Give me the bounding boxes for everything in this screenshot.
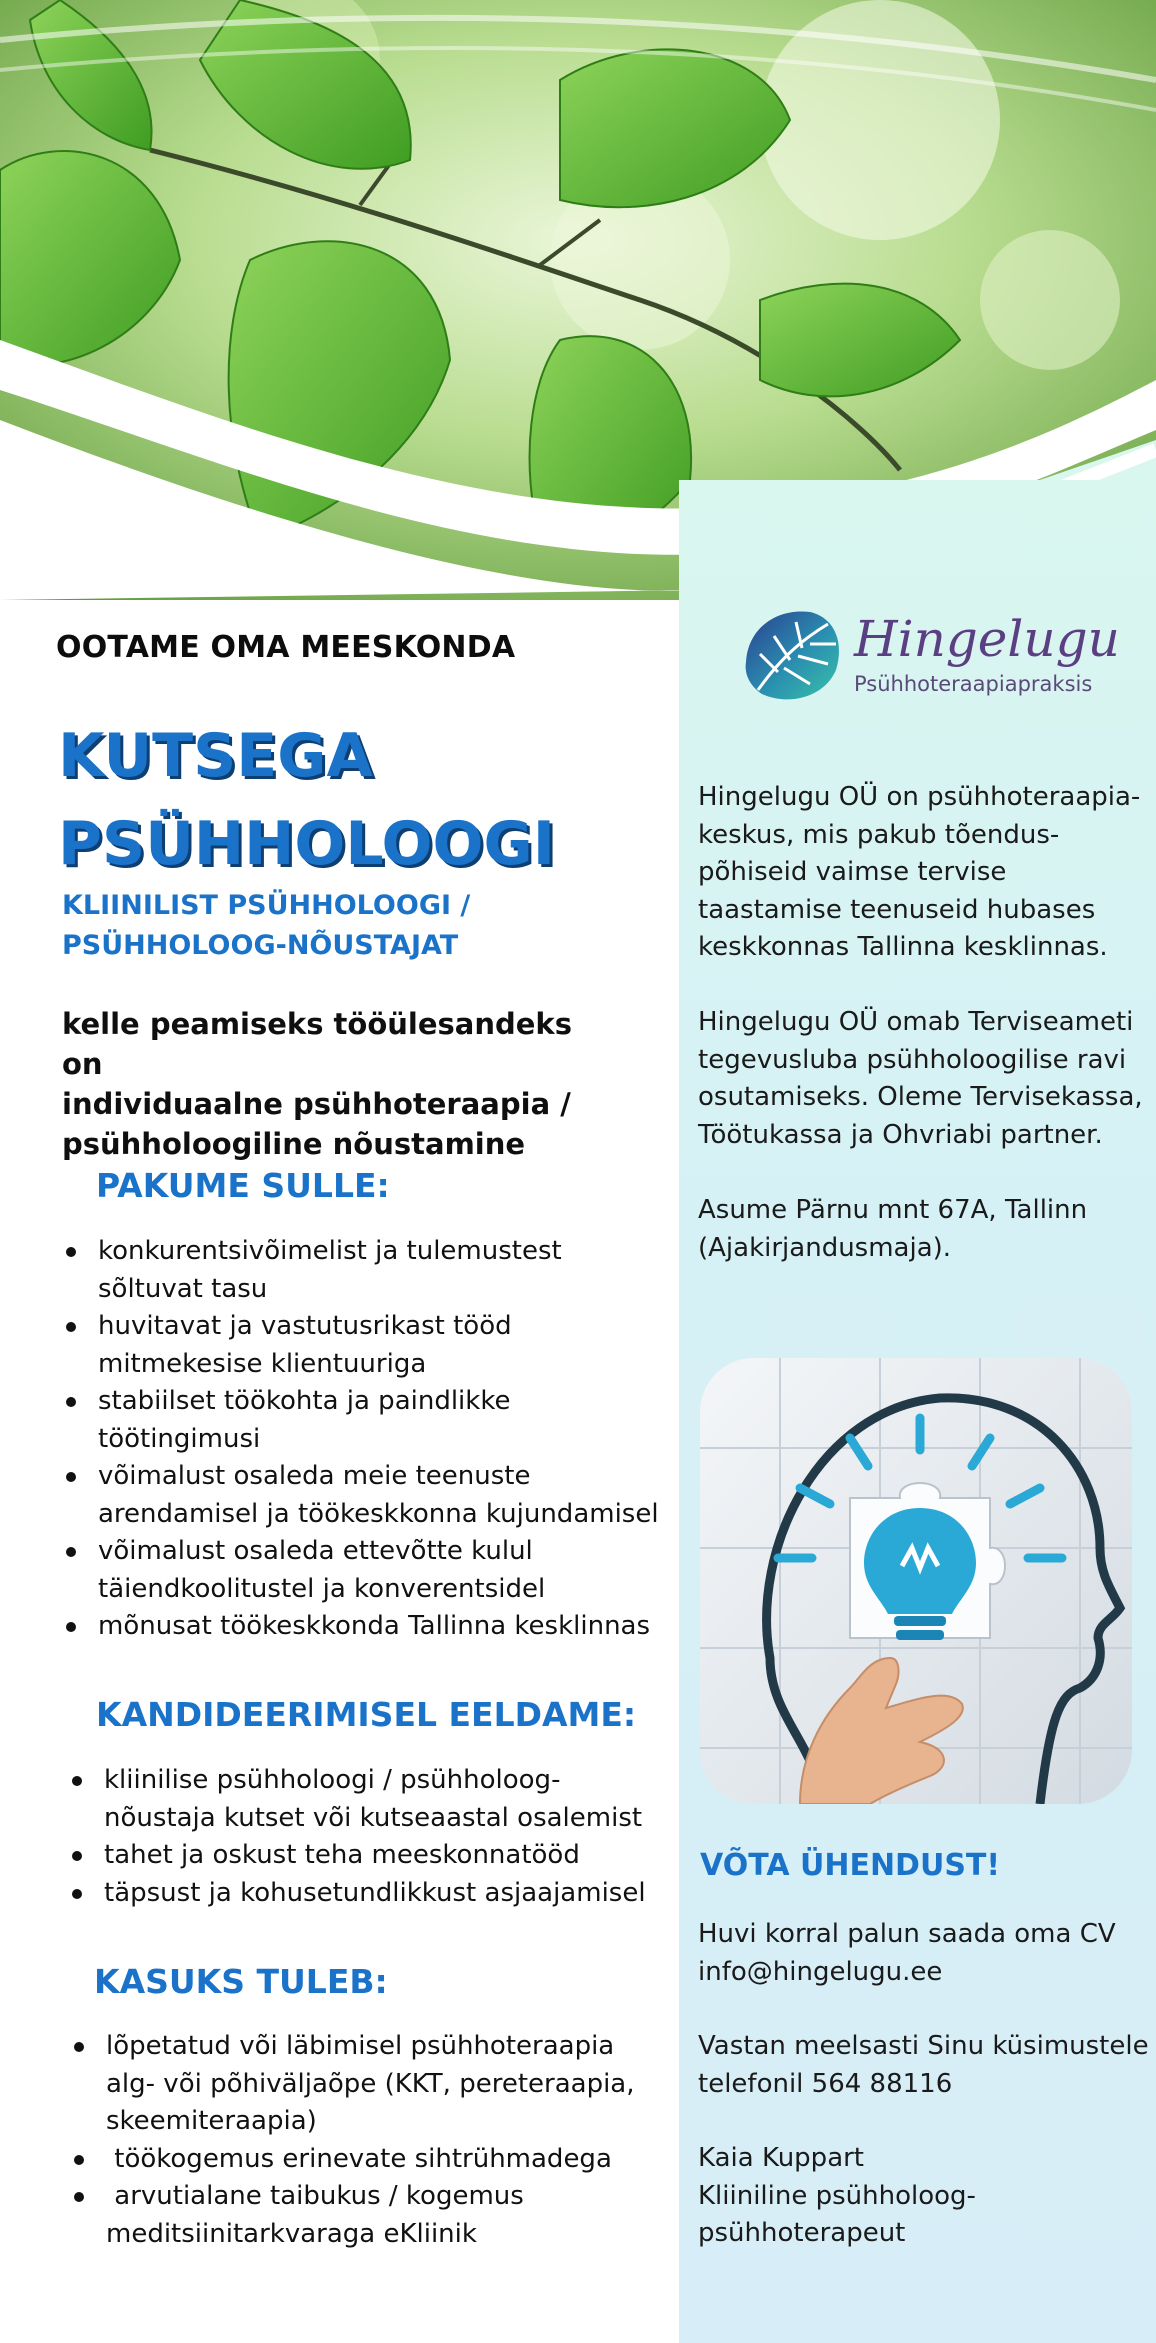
headline-line: PSÜHHOLOOGI <box>58 809 556 879</box>
list-item: lõpetatud või läbimisel psühhoteraapia alg- või põhiväljaõpe (KKT, pereteraapia, skeemiteraapia) <box>70 2028 672 2141</box>
headline-line: KUTSEGA <box>58 721 373 791</box>
monstera-leaf-icon <box>738 602 848 712</box>
bonus-section-title: KASUKS TULEB: <box>94 1962 388 2001</box>
lightbulb-puzzle-image <box>700 1358 1132 1804</box>
hingelugu-logo <box>738 598 1138 718</box>
list-item: arvutialane taibukus / kogemus meditsiinitarkvaraga eKliinik <box>70 2178 672 2253</box>
lead-line: individuaalne psühhoteraapia / <box>62 1087 571 1121</box>
expect-list <box>68 1762 672 1912</box>
eyebrow-heading: OOTAME OMA MEESKONDA <box>56 630 516 665</box>
contact-paragraph-1: Huvi korral palun saada oma CV info@hingelugu.ee <box>698 1919 1116 1987</box>
contact-paragraph-2: Vastan meelsasti Sinu küsimustele telefonil 564 88116 <box>698 2031 1149 2099</box>
list-item: kliinilise psühholoogi / psühholoog- nõustaja kutset või kutseaastal osalemist <box>68 1762 672 1837</box>
list-item: võimalust osaleda ettevõtte kulul täiendkoolitustel ja konverentsidel <box>62 1533 672 1608</box>
main-headline <box>58 712 658 888</box>
about-paragraph-2: Hingelugu OÜ omab Terviseameti tegevusluba psühholoogilise ravi osutamiseks. Oleme Tervisekassa, Töötukassa ja Ohvriabi partner. <box>698 1007 1143 1150</box>
lead-line: kelle peamiseks tööülesandeks on <box>62 1007 572 1081</box>
list-item: võimalust osaleda meie teenuste arendamisel ja töökeskkonna kujundamisel <box>62 1458 672 1533</box>
logo-tagline: Psühhoteraapiapraksis <box>854 672 1093 696</box>
logo-wordmark: Hingelugu <box>854 610 1120 668</box>
address-paragraph: Asume Pärnu mnt 67A, Tallinn (Ajakirjandusmaja). <box>698 1195 1088 1263</box>
expect-section-title: KANDIDEERIMISEL EELDAME: <box>96 1695 637 1734</box>
about-paragraph-1: Hingelugu OÜ on psühhoteraapia- keskus, mis pakub tõendus- põhiseid vaimse tervise taastamise teenuseid hubases keskkonnas Tallinna kesklinnas. <box>698 782 1141 962</box>
offer-section-title: PAKUME SULLE: <box>96 1166 390 1205</box>
list-item: konkurentsivõimelist ja tulemustest sõltuvat tasu <box>62 1233 672 1308</box>
list-item: stabiilset töökohta ja paindlikke töötingimusi <box>62 1383 672 1458</box>
offer-list <box>62 1233 672 1646</box>
list-item: huvitavat ja vastutusrikast tööd mitmekesise klientuuriga <box>62 1308 672 1383</box>
contact-person: Kaia Kuppart Kliiniline psühholoog- psühhoterapeut <box>698 2143 976 2248</box>
lead-text <box>62 1004 622 1164</box>
list-item: tahet ja oskust teha meeskonnatööd <box>68 1837 672 1875</box>
bonus-list <box>70 2028 672 2253</box>
subhead-line: PSÜHHOLOOG-NÕUSTAJAT <box>62 930 459 961</box>
list-item: mõnusat töökeskkonda Tallinna kesklinnas <box>62 1608 672 1646</box>
role-subheading <box>62 886 622 966</box>
subhead-line: KLIINILIST PSÜHHOLOOGI / <box>62 890 471 921</box>
contact-title: VÕTA ÜHENDUST! <box>700 1848 1001 1883</box>
list-item: töökogemus erinevate sihtrühmadega <box>70 2141 672 2179</box>
list-item: täpsust ja kohusetundlikkust asjaajamisel <box>68 1875 672 1913</box>
lead-line: psühholoogiline nõustamine <box>62 1127 526 1161</box>
